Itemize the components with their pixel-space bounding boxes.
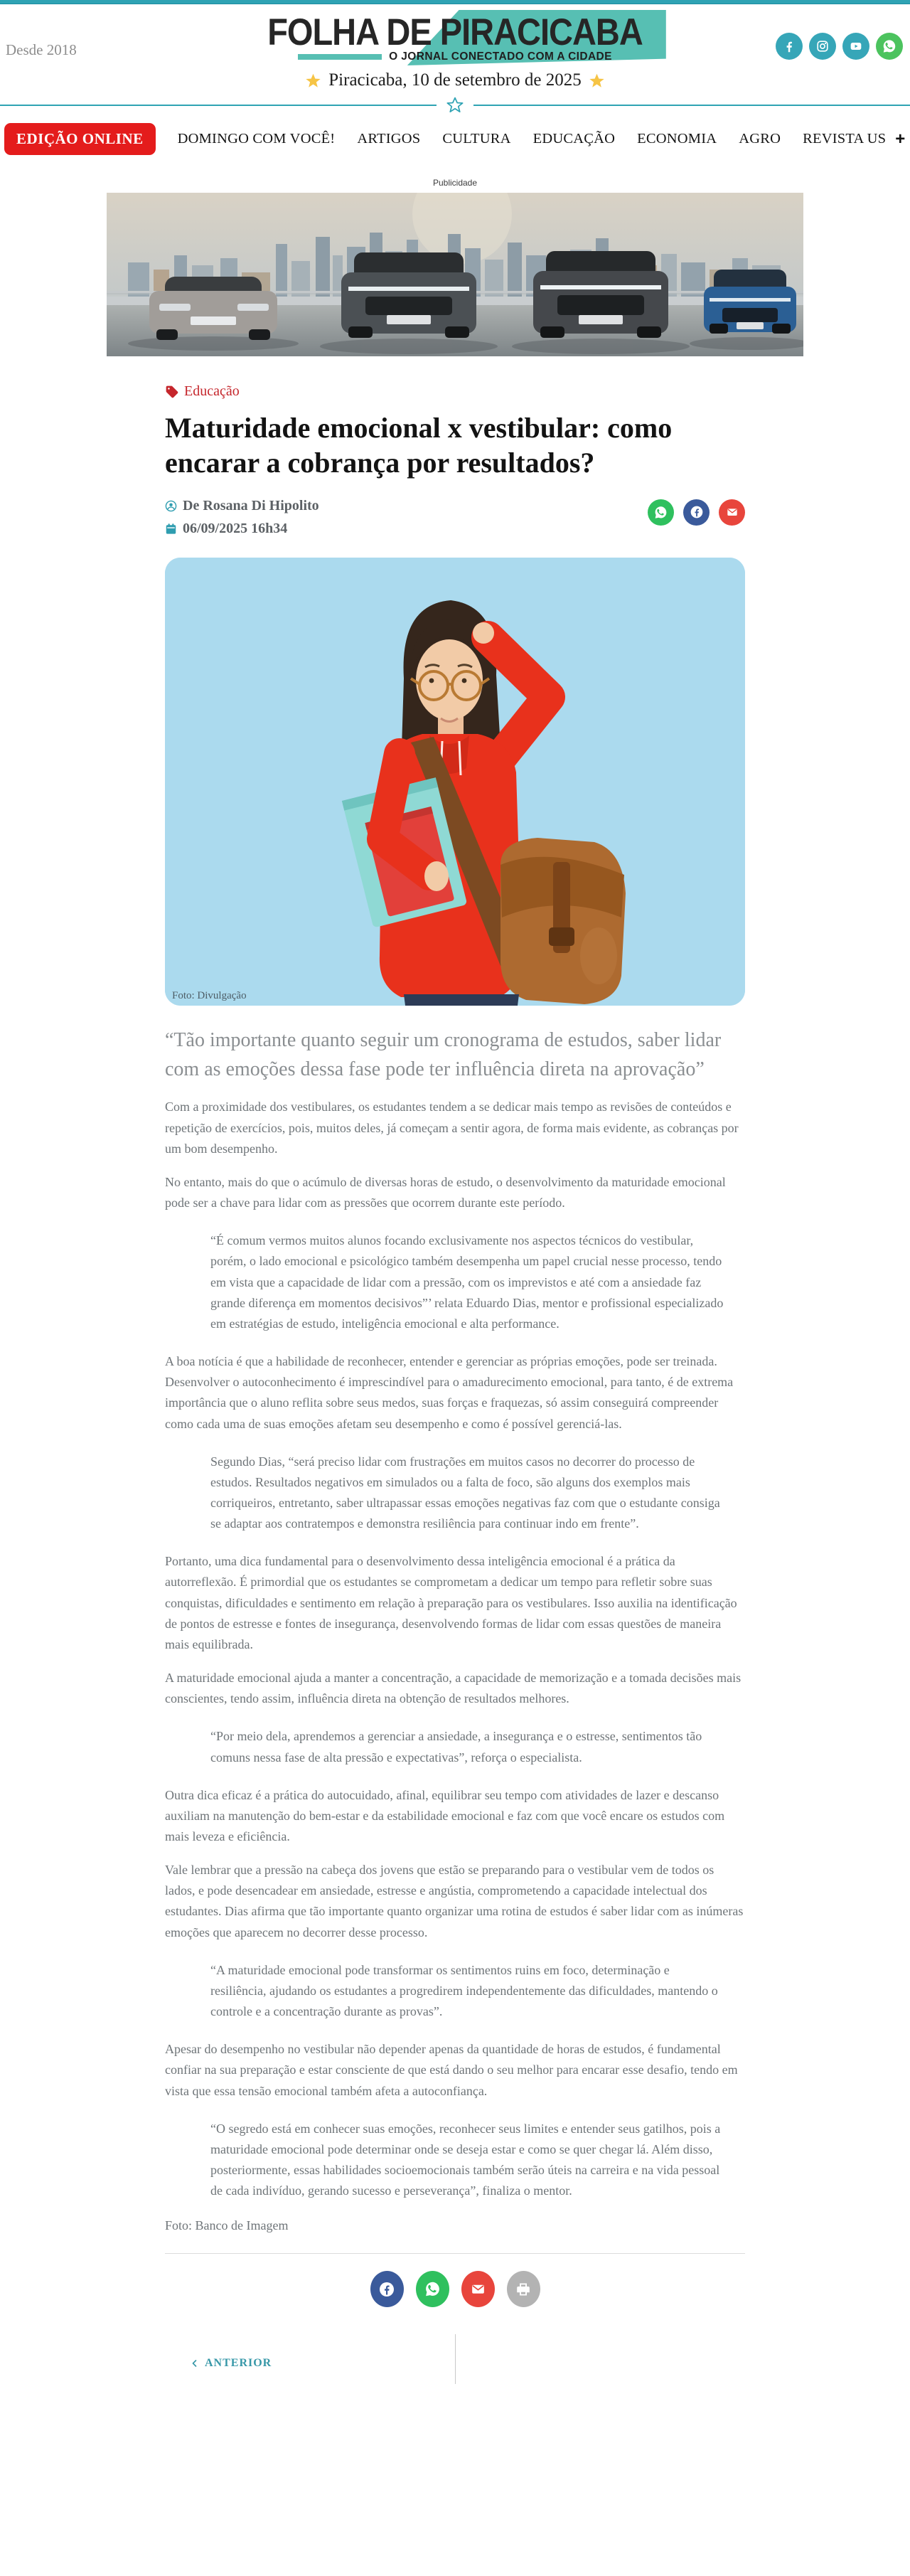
article-paragraph: Vale lembrar que a pressão na cabeça dos jovens que estão se preparando para o vestibular vem de todos os lados, e pode desencadear em ansiedade, estresse e angústia, comprometendo a capacidade intelectual dos estudantes. Dias afirma que tão importante quanto organizar uma rotina de estudos é saber lidar com as inúmeras emoções que aparecem no decorrer desse processo. [165,1863,744,1939]
nav-menu [178,131,887,147]
header-dateline [0,70,910,90]
nav-item-4[interactable]: ECONOMIA [637,131,717,147]
facebook-icon [781,38,797,54]
whatsapp-icon [882,38,897,54]
article-subheading: “Tão importante quanto seguir um cronograma de estudos, saber lidar com as emoções dessa fase pode ter influência direta na aprovação” [165,1028,722,1081]
share-email-button[interactable] [719,499,745,526]
share-email-button[interactable] [461,2271,495,2307]
hero-illustration [165,558,745,1006]
header-social-buttons [776,33,903,60]
site-logo[interactable] [256,10,654,63]
share-whatsapp-button[interactable] [416,2271,449,2307]
instagram-icon [815,38,830,54]
article-body [165,1097,745,2201]
star-outline-icon [446,96,464,115]
author-icon [165,500,177,512]
instagram-button[interactable] [809,33,836,60]
whatsapp-icon [424,2280,441,2298]
article-hero-image [165,558,745,1006]
youtube-button[interactable] [842,33,869,60]
published-date: 06/09/2025 16h34 [183,520,288,536]
facebook-button[interactable] [776,33,803,60]
star-icon [589,73,605,89]
article-meta [165,498,319,543]
nav-item-3[interactable]: EDUCAÇÃO [532,131,616,147]
article-blockquote: “O segredo está em conhecer suas emoções, reconhecer seus limites e entender seus gatilhos, pois a maturidade emocional pode determinar onde se deseja estar e como se quer chegar lá. Além disso, posteriormente, essas habilidades socioemocionais também serão úteis na carreira e na vida pessoal de cada indivíduo, gerando sucesso e perseverança”, finaliza o mentor. [210,2121,721,2198]
hero-caption: Foto: Divulgação [172,989,247,1001]
nav-item-5[interactable]: AGRO [739,131,781,147]
article-end-divider [165,2253,745,2254]
since-label: Desde 2018 [6,41,77,58]
author-name: De Rosana Di Hipolito [183,497,319,513]
article-title: Maturidade emocional x vestibular: como encarar a cobrança por resultados? [165,412,673,479]
article-paragraph: Apesar do desempenho no vestibular não depender apenas da quantidade de horas de estudos, é fundamental confiar na sua preparação e estar consciente de que está dando o seu melhor para encarar esse desafio, tendo em vista que essa tensão emocional também afeta a autoconfiança. [165,2042,738,2098]
share-buttons-bottom [165,2271,745,2307]
print-icon [515,2281,532,2298]
advertisement-banner[interactable] [107,193,803,356]
youtube-icon [848,38,864,54]
post-nav-divider [455,2334,456,2384]
logo-title: FOLHA DE PIRACICABA [267,10,643,53]
category-label[interactable]: Educação [184,383,240,399]
tag-icon [165,385,179,399]
previous-post-label: ANTERIOR [205,2357,272,2370]
article-blockquote: “A maturidade emocional pode transformar os sentimentos ruins em foco, determinação e resiliência, ajudando os estudantes a progredirem independentemente das dificuldades, mantendo o controle e a concentração durante as provas”. [210,1962,718,2019]
calendar-icon [165,523,177,535]
share-print-button[interactable] [507,2271,540,2307]
edition-online-button[interactable]: EDIÇÃO ONLINE [4,123,156,155]
logo-subtitle: O JORNAL CONECTADO COM A CIDADE [389,50,612,63]
article-paragraph: Portanto, uma dica fundamental para o desenvolvimento dessa inteligência emocional é a prática da autorreflexão. É primordial que os estudantes se comprometam a dedicar um tempo para refletir sobre suas conquistas, dificuldades e sentimento em relação à preparação para os vestibulares. Isso auxilia na identificação de pontos de estresse e fontes de insegurança, desenvolvendo formas de lidar com essas questões de maneira mais equilibrada. [165,1554,737,1651]
whatsapp-icon [653,505,668,520]
facebook-icon [378,2281,395,2298]
ad-label: Publicidade [432,178,478,188]
article-paragraph: A boa notícia é que a habilidade de reconhecer, entender e gerenciar as próprias emoções, pode ser treinada. Desenvolver o autoconhecimento é imprescindível para o amadurecimento emocional, para tanto, é de extrema importância que o aluno reflita sobre seus medos, suas forças e fraquezas, só assim conseguirá compreender como cada uma de suas emoções afetam seu desempenho e como é possível gerenciá-las. [165,1354,734,1431]
main-nav [0,115,910,162]
whatsapp-button[interactable] [876,33,903,60]
facebook-icon [690,505,704,519]
car-silver-sedan [149,277,277,340]
car-dark-suv [341,252,476,338]
category-row[interactable] [165,383,745,400]
nav-item-6[interactable]: REVISTA US [803,131,887,147]
article-blockquote: “É comum vermos muitos alunos focando exclusivamente nos aspectos técnicos do vestibular, porém, o lado emocional e psicológico também desempenha um papel crucial nesse processo, tendo em vista que a capacidade de lidar com a pressão, com os imprevistos e até com a ansiedade faz grande diferença em momentos decisivos”’ relata Eduardo Dias, mentor e profissional especializado em estratégias de estudo, inteligência emocional e alta performance. [210,1233,724,1331]
article-paragraph: A maturidade emocional ajuda a manter a concentração, a capacidade de memorização e a tomada decisões mais conscientes, tendo assim, influência direta na obtenção de resultados melhores. [165,1671,742,1706]
email-icon [469,2280,487,2298]
share-facebook-button[interactable] [370,2271,404,2307]
header-divider [0,96,910,115]
logo-underline-bar [298,54,382,60]
article [165,383,745,2375]
nav-item-1[interactable]: ARTIGOS [357,131,421,147]
share-whatsapp-button[interactable] [648,499,674,526]
article-blockquote: Segundo Dias, “será preciso lidar com frustrações em muitos casos no decorrer do processo de estudos. Resultados negativos em simulados ou a falta de foco, são alguns dos exemplos mais corriqueiros, entretanto, saber ultrapassar essas emoções negativas faz com que o estudante consiga se adaptar aos contratempos e demonstra resiliência para continuar indo em frente”. [210,1454,720,1531]
backpack [500,838,626,1004]
nav-more-button[interactable]: + [895,129,906,149]
nav-item-0[interactable]: DOMINGO COM VOCÊ! [177,131,336,147]
email-icon [725,505,739,519]
author-line [165,498,319,514]
post-navigation [165,2333,745,2375]
article-paragraph: No entanto, mais do que o acúmulo de diversas horas de estudo, o desenvolvimento da maturidade emocional pode ser a chave para lidar com as pressões que ocorrem durante este período. [165,1174,726,1210]
article-paragraph: Outra dica eficaz é a prática do autocuidado, afinal, equilibrar seu tempo com atividades de lazer e descanso auxiliam na manutenção do bem-estar e da estabilidade emocional e faz com que você encare os estudos com mais leveza e eficiência. [165,1787,725,1843]
share-buttons-top [648,499,745,526]
photo-credit: Foto: Banco de Imagem [165,2218,289,2233]
article-paragraph: Com a proximidade dos vestibulares, os estudantes tendem a se dedicar mais tempo as revisões de conteúdos e repetição de exercícios, pois, muitos deles, já começam a sentir agora, de forma mais evidente, as cobranças por um bom desempenho. [165,1100,739,1156]
published-line [165,521,319,537]
article-blockquote: “Por meio dela, aprendemos a gerenciar a ansiedade, a insegurança e o estresse, sentimentos tão comuns nessa fase de alta pressão e expectativas”, reforça o especialista. [210,1729,702,1765]
nav-item-2[interactable]: CULTURA [442,131,511,147]
dateline-text: Piracicaba, 10 de setembro de 2025 [328,70,582,90]
car-dark-suv [533,251,668,338]
previous-post-link[interactable] [191,2357,272,2370]
site-header [0,4,910,115]
car-blue-hatchback [704,270,796,334]
share-facebook-button[interactable] [683,499,710,526]
chevron-left-icon [191,2359,199,2368]
star-icon [305,73,321,89]
